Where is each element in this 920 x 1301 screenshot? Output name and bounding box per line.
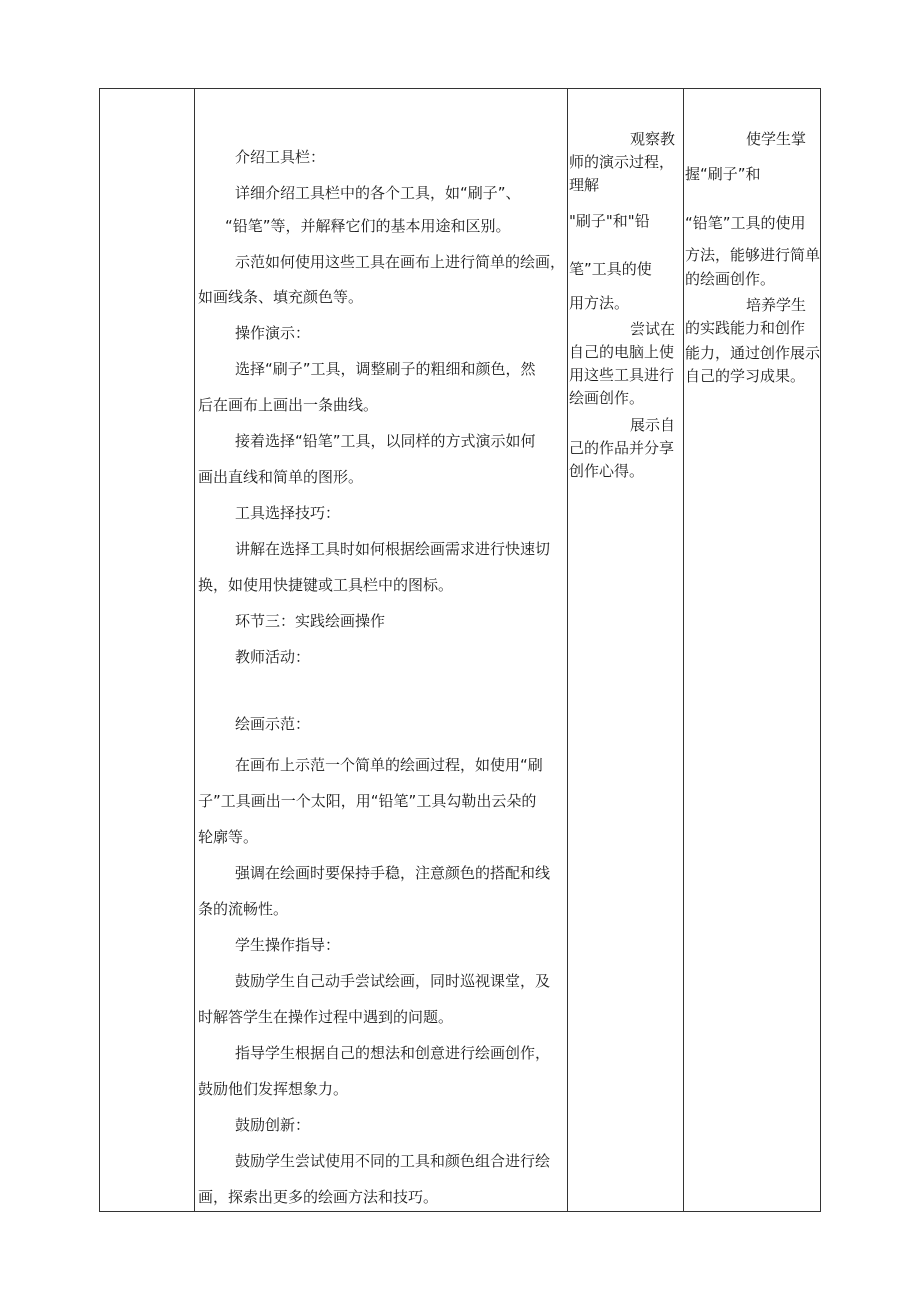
design-purpose-cell [684, 89, 820, 1211]
paragraph-line: 示范如何使用这些工具在画布上进行简单的绘画， [235, 253, 566, 271]
design-purpose-line: 自己的学习成果。 [685, 367, 806, 385]
empty-first-column [100, 89, 194, 1211]
student-activity-line: 创作心得。 [569, 462, 645, 480]
section-heading: 操作演示： [235, 324, 311, 342]
student-activity-line: 理解 [569, 176, 600, 194]
paragraph-line: 指导学生根据自己的想法和创意进行绘画创作， [235, 1044, 551, 1062]
paragraph-line: 条的流畅性。 [198, 900, 289, 918]
paragraph-line: 后在画布上画出一条曲线。 [198, 396, 379, 414]
paragraph-line: 接着选择“铅笔”工具，以同样的方式演示如何 [235, 432, 536, 450]
section-heading: 绘画示范： [235, 715, 311, 733]
student-activity-line: 绘画创作。 [569, 389, 645, 407]
student-activity-line: 展示自 [630, 416, 676, 434]
paragraph-line: 强调在绘画时要保持手稳，注意颜色的搭配和线 [235, 864, 551, 882]
paragraph-line: 在画布上示范一个简单的绘画过程，如使用“刷 [235, 756, 543, 774]
paragraph-line: 详细介绍工具栏中的各个工具，如“刷子”、 [235, 184, 521, 202]
paragraph-line: 讲解在选择工具时如何根据绘画需求进行快速切 [235, 540, 551, 558]
section-heading: 教师活动： [235, 648, 311, 666]
paragraph-line: 鼓励学生尝试使用不同的工具和颜色组合进行绘 [235, 1152, 551, 1170]
section-heading: 介绍工具栏： [235, 148, 326, 166]
student-activity-line: 自己的电脑上使 [569, 343, 675, 361]
student-activity-line: 师的演示过程， [569, 153, 675, 171]
design-purpose-line: 方法，能够进行简单 [685, 246, 820, 264]
student-activity-line: 己的作品并分享 [569, 439, 675, 457]
section-heading: 学生操作指导： [235, 936, 341, 954]
lesson-plan-table [99, 88, 821, 1212]
student-activity-line: "刷子"和"铅 [569, 212, 650, 230]
design-purpose-line: 的绘画创作。 [685, 270, 776, 288]
student-activity-cell [568, 89, 683, 1211]
student-activity-line: 笔”工具的使 [569, 260, 652, 278]
design-purpose-line: 握“刷子”和 [685, 165, 761, 183]
student-activity-line: 用方法。 [569, 294, 630, 312]
section-heading: 工具选择技巧： [235, 504, 341, 522]
paragraph-line: 鼓励学生自己动手尝试绘画，同时巡视课堂，及 [235, 972, 551, 990]
paragraph-line: 换，如使用快捷键或工具栏中的图标。 [198, 576, 454, 594]
paragraph-line: 时解答学生在操作过程中遇到的问题。 [198, 1008, 454, 1026]
paragraph-line: 鼓励他们发挥想象力。 [198, 1080, 349, 1098]
paragraph-line: 如画线条、填充颜色等。 [198, 288, 364, 306]
paragraph-line: 画，探索出更多的绘画方法和技巧。 [198, 1188, 439, 1206]
design-purpose-line: 培养学生 [746, 296, 807, 314]
paragraph-line: 画出直线和简单的图形。 [198, 468, 364, 486]
section-heading: 鼓励创新： [235, 1116, 311, 1134]
paragraph-line: 子”工具画出一个太阳，用“铅笔”工具勾勒出云朵的 [198, 792, 537, 810]
section-heading: 环节三：实践绘画操作 [235, 612, 386, 630]
design-purpose-line: “铅笔”工具的使用 [685, 214, 806, 232]
paragraph-line: 选择“刷子”工具，调整刷子的粗细和颜色，然 [235, 360, 536, 378]
student-activity-line: 尝试在 [630, 320, 676, 338]
design-purpose-line: 能力，通过创作展示 [685, 344, 820, 362]
paragraph-line: 轮廓等。 [198, 828, 259, 846]
design-purpose-line: 的实践能力和创作 [685, 319, 806, 337]
paragraph-line: “铅笔”等，并解释它们的基本用途和区别。 [225, 217, 511, 235]
student-activity-line: 用这些工具进行 [569, 366, 675, 384]
design-purpose-line: 使学生掌 [746, 130, 807, 148]
teacher-activity-cell [195, 89, 567, 1211]
student-activity-line: 观察教 [630, 130, 676, 148]
